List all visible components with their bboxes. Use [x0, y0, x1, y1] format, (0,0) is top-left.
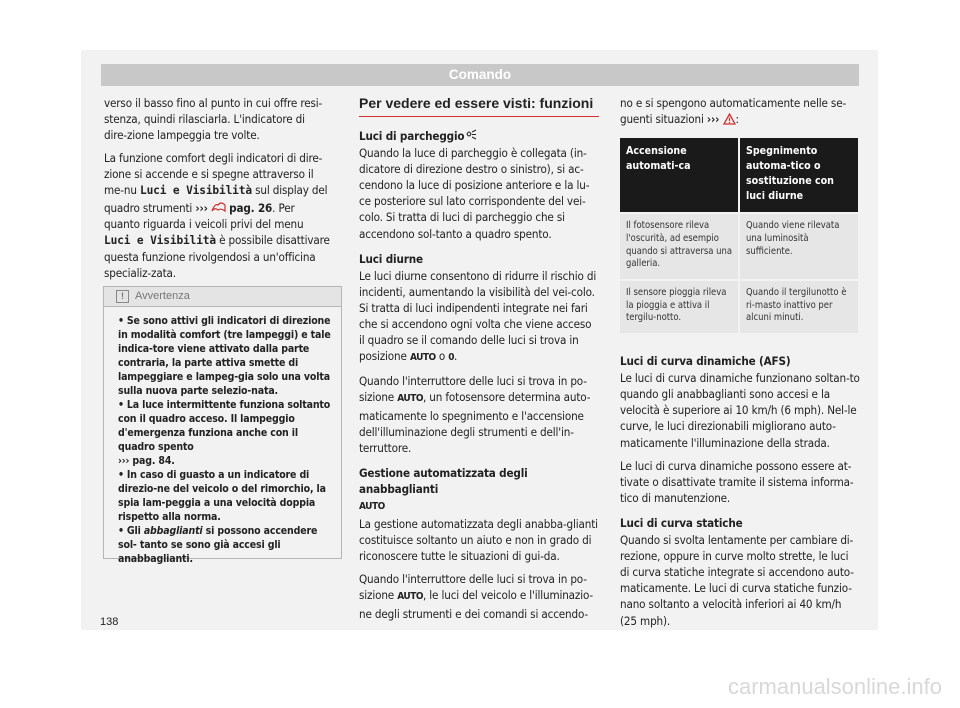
text: Gli [126, 525, 144, 537]
column-left [104, 95, 330, 288]
book-ref-icon [211, 201, 226, 212]
menu-name: Luci e Visibilità [139, 184, 252, 198]
warning-item: • Gli abbaglianti si possono accendere sol- tanto se sono già accesi gli anabbaglianti. [118, 525, 318, 565]
auto-symbol: AUTO [359, 500, 385, 512]
auto-symbol: AUTO [397, 393, 423, 405]
watermark: carmanualsonline.info [727, 674, 942, 699]
table-row [620, 213, 858, 280]
ref-arrows: ››› [706, 112, 720, 127]
page-reference-link[interactable]: pag. 26 [229, 200, 273, 215]
warning-box [103, 286, 342, 565]
ref-arrows: ››› [195, 200, 208, 215]
auto-symbol: AUTO [397, 591, 423, 603]
text: In caso di guasto a un indicatore di direzio-ne del veicolo o del rimorchio, la spia lam-peggia a una velocità doppia rispetto alla norma. [118, 469, 326, 523]
text: sul display del quadro strumenti [104, 183, 328, 215]
table-cell: Quando viene rilevata una luminosità sufficiente. [739, 213, 858, 280]
paragraph: Le luci di curva dinamiche possono essere at-tivate o disattivate tramite il sistema informa-tico di manutenzione. [620, 458, 854, 505]
text: La funzione comfort degli indicatori di dire-zione si accende e si spegne attraverso il me-nu [104, 151, 323, 198]
text: Se sono attivi gli indicatori di direzione in modalità comfort (tre lampeggi) e tale indica-tore viene attivato dalla parte contraria, la parte attiva smette di lampeggiare e lampeg-gia solo una volta sulla nuova parte selezio-nata. [118, 315, 331, 397]
subheading [359, 465, 599, 515]
paragraph-comfort-indicators [104, 150, 330, 281]
text: Le luci diurne consentono di ridurre il rischio di incidenti, aumentando la visibilità del vei-colo. Si tratta di luci indipendenti integrate nei fari che si accendono ogni volta che viene acceso il quadro se il comando delle luci si trova in posizione [359, 268, 597, 364]
paragraph [359, 268, 599, 367]
warning-item: • In caso di guasto a un indicatore di direzio-ne del veicolo o del rimorchio, la spia lam-peggia a una velocità doppia rispetto alla norma. [118, 469, 326, 523]
warning-title-text: Avvertenza [135, 290, 190, 302]
warning-triangle-icon [723, 113, 736, 129]
text: La luce intermittente funziona soltanto con il quadro acceso. Il lampeggio d'emergenza funziona anche con il quadro spento [118, 399, 331, 453]
page-reference-link[interactable]: pag. 84. [132, 455, 175, 467]
auto-symbol: AUTO [409, 352, 436, 364]
table-cell: Il fotosensore rileva l'oscurità, ad esempio quando si attraversa una galleria. [620, 213, 739, 280]
subheading-parking-lights [359, 128, 599, 144]
text: Quando l'interruttore delle luci si trova in po-sizione [359, 572, 587, 603]
text: è possibile disattivare questa funzione rivolgendosi a un'officina specializ-zata. [104, 232, 330, 280]
paragraph: Quando la luce di parcheggio è collegata (in-dicatore di direzione destro o sinistro), si ac-cendono la luce di posizione anteriore e la lu-ce posteriore sul lato corrispondente del vei-colo. Si tratta di luci di parcheggio che si accendono sol-tanto a quadro spento. [359, 146, 590, 241]
column-right [620, 95, 860, 636]
text: o [435, 349, 449, 364]
table-cell: Il sensore pioggia rileva la pioggia e attiva il tergilu-notto. [620, 280, 739, 333]
subheading: Luci di curva dinamiche (AFS) [620, 354, 791, 369]
text: , le luci del veicolo e l'illuminazio-ne degli strumenti e dei comandi si accendo- [359, 588, 594, 621]
paragraph: La gestione automatizzata degli anabba-glianti costituisce soltanto un aiuto e non in grado di riconoscere tutte le situazioni di gui-da. [359, 517, 598, 564]
table-header: Spegnimento automa-tico o sostituzione con luci diurne [739, 138, 858, 213]
text: : [735, 112, 739, 127]
paragraph [620, 95, 860, 129]
auto-light-table [620, 138, 858, 333]
warning-item: • La luce intermittente funziona soltanto con il quadro acceso. Il lampeggio d'emergenza funziona anche con il quadro spento ››› pag. 84. [118, 399, 331, 467]
paragraph: Le luci di curva dinamiche funzionano soltan-to quando gli anabbaglianti sono accesi e la velocità è superiore ai 10 km/h (6 mph). Nel-le curve, le luci direzionabili migliorano auto-maticamente l'illuminazione della strada. [620, 371, 860, 450]
text: Luci di parcheggio [359, 129, 465, 143]
text: Quando l'interruttore delle luci si trova in po-sizione [359, 374, 587, 405]
zero-symbol: 0 [448, 352, 455, 364]
table-cell: Quando il tergilunotto è ri-masto inattivo per alcuni minuti. [739, 280, 858, 333]
text: . Per quanto riguarda i veicoli privi del menu [104, 200, 304, 231]
text: tanto se sono già accesi gli anabbaglianti. [118, 539, 281, 565]
paragraph [359, 373, 599, 455]
table-header: Accensione automati-ca [620, 138, 739, 213]
section-title: Per vedere ed essere visti: funzioni [359, 95, 599, 117]
text: si possono accendere sol- [118, 525, 318, 551]
parking-light-icon [466, 129, 477, 143]
ref-arrows: ››› [118, 455, 130, 467]
warning-list [118, 314, 331, 566]
menu-name: Luci e Visibilità [104, 233, 216, 247]
warning-title [104, 287, 341, 307]
subheading: Luci di curva statiche [620, 515, 743, 530]
paragraph: Quando si svolta lentamente per cambiare di-rezione, oppure in curve molto strette, le luci di curva statiche integrate si accendono auto-maticamente. Le luci di curva statiche funzio-nano soltanto a velocità inferiori ai 40 km/h (25 mph). [620, 533, 854, 628]
table-row [620, 280, 858, 333]
subheading: Luci diurne [359, 251, 423, 266]
text: . [454, 349, 458, 364]
page-number: 138 [100, 616, 119, 628]
text: Gestione automatizzata degli anabbaglianti [359, 465, 528, 496]
paragraph: verso il basso fino al punto in cui offre resi-stenza, quindi rilasciarla. L'indicatore di dire-zione lampeggia tre volte. [104, 96, 323, 143]
paragraph [359, 571, 599, 621]
warning-item: • Se sono attivi gli indicatori di direzione in modalità comfort (tre lampeggi) e tale indica-tore viene attivato dalla parte contraria, la parte attiva smette di lampeggiare e lampeg-gia solo una volta sulla nuova parte selezio-nata. [118, 315, 331, 397]
warning-icon: ! [116, 290, 129, 303]
chapter-header: Comando [101, 64, 859, 86]
text: no e si spengono automaticamente nelle se-guenti situazioni [620, 96, 847, 127]
italic-text: abbaglianti [143, 525, 203, 537]
text: , un fotosensore determina auto-maticamente lo spegnimento e l'accensione dell'illuminazione degli strumenti e dell'in-terruttore. [359, 390, 591, 455]
column-middle [359, 95, 599, 629]
